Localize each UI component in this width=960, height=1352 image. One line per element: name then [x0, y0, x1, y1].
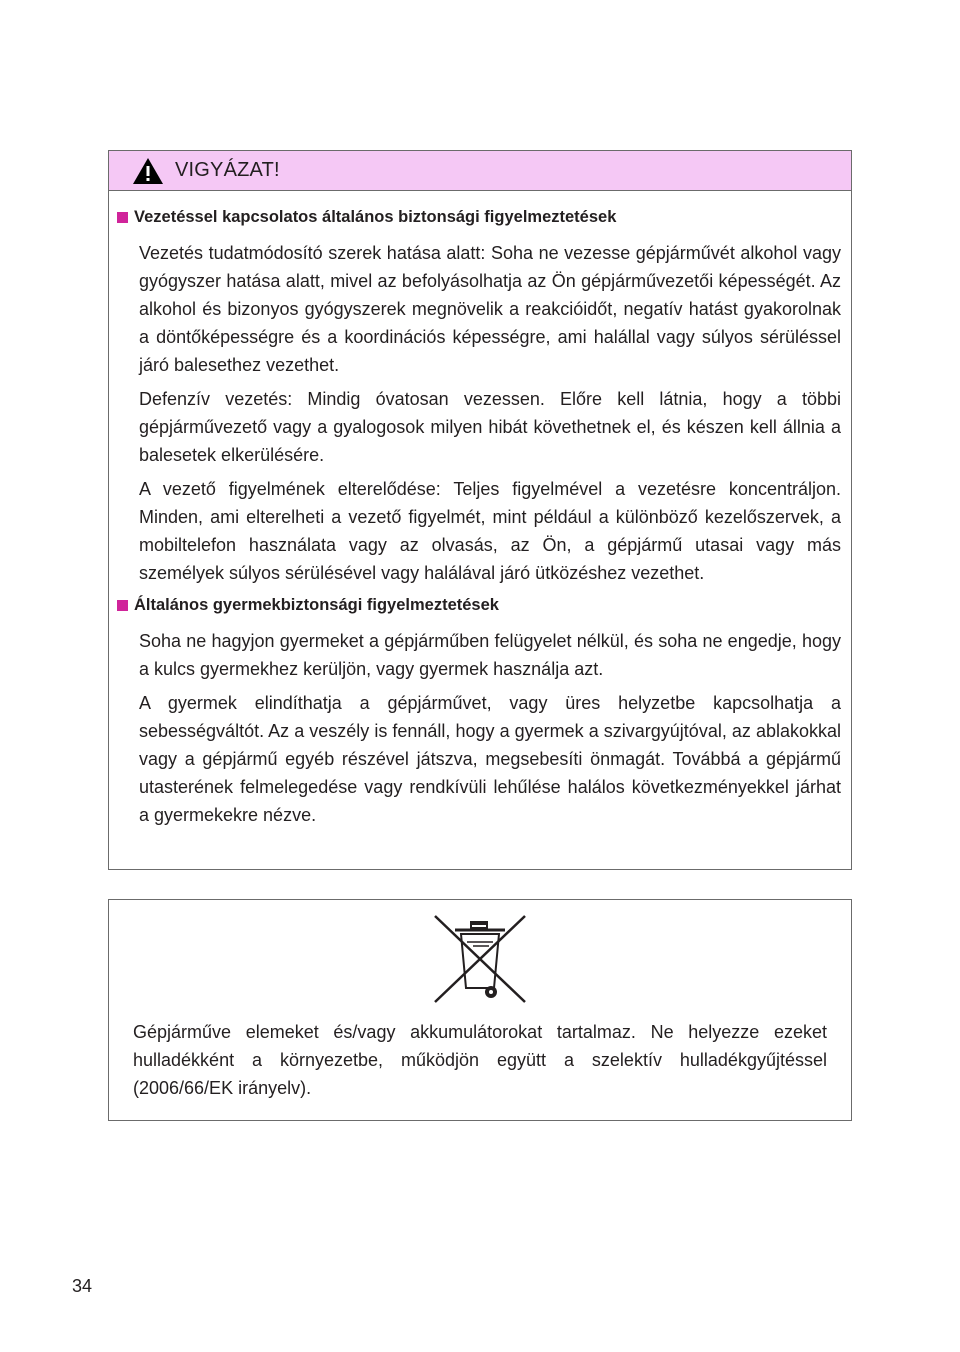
paragraph: Soha ne hagyjon gyermeket a gépjárműben felügyelet nélkül, és soha ne engedje, hogy a kulcs gyermekhez kerüljön, vagy gyermek használja azt. [139, 631, 841, 679]
bullet-square-icon [117, 212, 128, 223]
warning-header [109, 151, 851, 191]
recycling-box [108, 899, 852, 1121]
page-number: 34 [72, 1276, 93, 1296]
crossed-out-bin-icon [433, 914, 527, 1006]
warning-box [108, 150, 852, 870]
section-heading [117, 593, 841, 617]
warning-triangle-icon [131, 156, 165, 186]
warning-title: VIGYÁZAT! [175, 159, 280, 181]
section-heading-text: Általános gyermekbiztonsági figyelmeztetések [134, 596, 499, 614]
paragraph: A vezető figyelmének elterelődése: Teljes figyelmével a vezetésre koncentráljon. Minden, ami elterelheti a vezető figyelmét, mint például a különböző kezelőszervek, a mobiltelefon használata vagy az olvasás, az Ön, a gépjármű utasai vagy más személyek súlyos sérülésével vagy halálával járó ütközéshez vezethet. [139, 479, 841, 583]
paragraph: Defenzív vezetés: Mindig óvatosan vezessen. Előre kell látnia, hogy a többi gépjárművezető vagy a gyalogosok milyen hibát követhetnek el, és készen kell állnia a balesetek elkerülésére. [139, 389, 841, 465]
section-heading [117, 205, 841, 229]
paragraph: A gyermek elindíthatja a gépjárművet, vagy üres helyzetbe kapcsolhatja a sebességváltót. Az a veszély is fennáll, hogy a gyermek a szivargyújtóval, az ablakokkal vagy a gépjármű egyéb részével játszva, megsebesíti önmagát. Továbbá a gépjármű utasterének felmelegedése vagy rendkívüli lehűlése halálos következményekkel járhat a gyermekekre nézve. [139, 693, 841, 825]
recycling-text: Gépjárműve elemeket és/vagy akkumulátorokat tartalmaz. Ne helyezze ezeket hulladékként a környezetbe, működjön együtt a szelektív hulladékgyűjtéssel (2006/66/EK irányelv). [133, 1022, 827, 1098]
paragraph: Vezetés tudatmódosító szerek hatása alatt: Soha ne vezesse gépjárművét alkohol vagy gyógyszer hatása alatt, mivel az befolyásolhatja az Ön gépjárművezetői képességét. Az alkohol és bizonyos gyógyszerek megnövelik a reakcióidőt, negatív hatást gyakorolnak a döntőképességre és a koordinációs képességre, ami halállal vagy súlyos sérüléssel járó balesethez vezethet. [139, 243, 841, 375]
section-heading-text: Vezetéssel kapcsolatos általános biztonsági figyelmeztetések [134, 208, 617, 226]
warning-body [109, 191, 851, 829]
bullet-square-icon [117, 600, 128, 611]
